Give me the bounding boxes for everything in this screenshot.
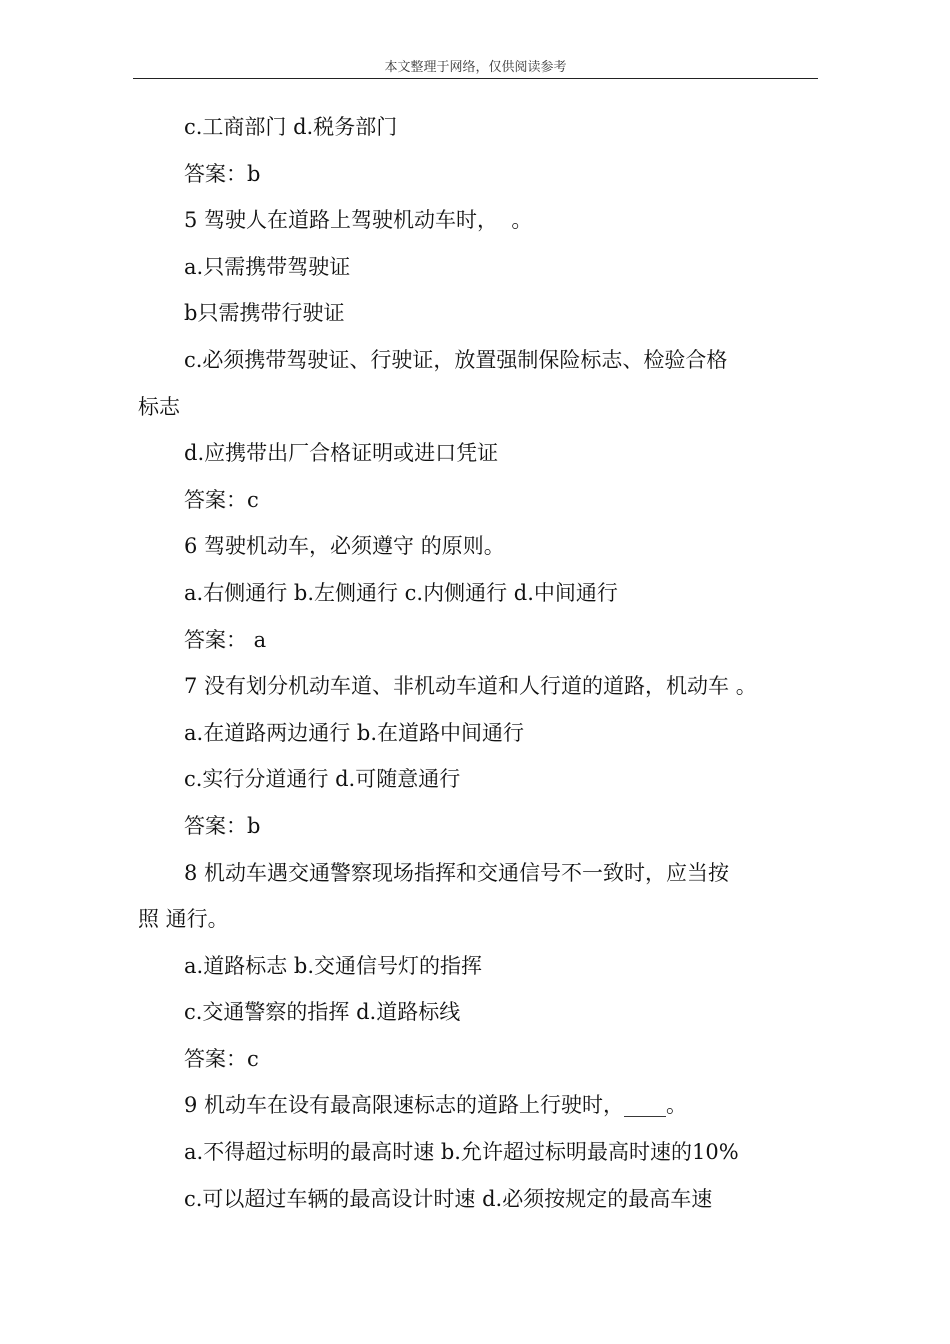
- option-line: a.右侧通行 b.左侧通行 c.内侧通行 d.中间通行: [184, 580, 618, 605]
- answer-line: 答案：b: [184, 813, 261, 838]
- question-7: 7 没有划分机动车道、非机动车道和人行道的道路，机动车 。: [184, 674, 757, 699]
- option-line: a.只需携带驾驶证: [184, 254, 351, 279]
- page-header: [133, 58, 818, 79]
- answer-line: 答案：b: [184, 161, 261, 186]
- option-line: b只需携带行驶证: [184, 301, 345, 326]
- document-body: [138, 104, 818, 1222]
- option-line: a.在道路两边通行 b.在道路中间通行: [184, 720, 524, 745]
- option-line: d.应携带出厂合格证明或进口凭证: [184, 441, 499, 466]
- answer-line: 答案：c: [184, 1046, 259, 1071]
- question-8: 8 机动车遇交通警察现场指挥和交通信号不一致时，应当按: [184, 860, 730, 885]
- option-line-continuation: 标志: [138, 394, 180, 419]
- question-5: 5 驾驶人在道路上驾驶机动车时， 。: [184, 208, 533, 233]
- question-6: 6 驾驶机动车，必须遵守 的原则。: [184, 534, 505, 559]
- header-title: 本文整理于网络，仅供阅读参考: [384, 60, 567, 75]
- answer-line: 答案： a: [184, 627, 267, 652]
- option-line: c.可以超过车辆的最高设计时速 d.必须按规定的最高车速: [184, 1186, 713, 1211]
- question-8-continuation: 照 通行。: [138, 907, 229, 932]
- option-line: a.不得超过标明的最高时速 b.允许超过标明最高时速的10%: [184, 1140, 739, 1165]
- option-line: a.道路标志 b.交通信号灯的指挥: [184, 953, 482, 978]
- option-line: c.交通警察的指挥 d.道路标线: [184, 1000, 461, 1025]
- answer-line: 答案：c: [184, 487, 259, 512]
- option-line: c.实行分道通行 d.可随意通行: [184, 767, 461, 792]
- option-line: c.必须携带驾驶证、行驶证，放置强制保险标志、检验合格: [184, 347, 728, 372]
- text-line: c.工商部门 d.税务部门: [184, 115, 398, 139]
- question-9: 9 机动车在设有最高限速标志的道路上行驶时，____。: [184, 1093, 688, 1118]
